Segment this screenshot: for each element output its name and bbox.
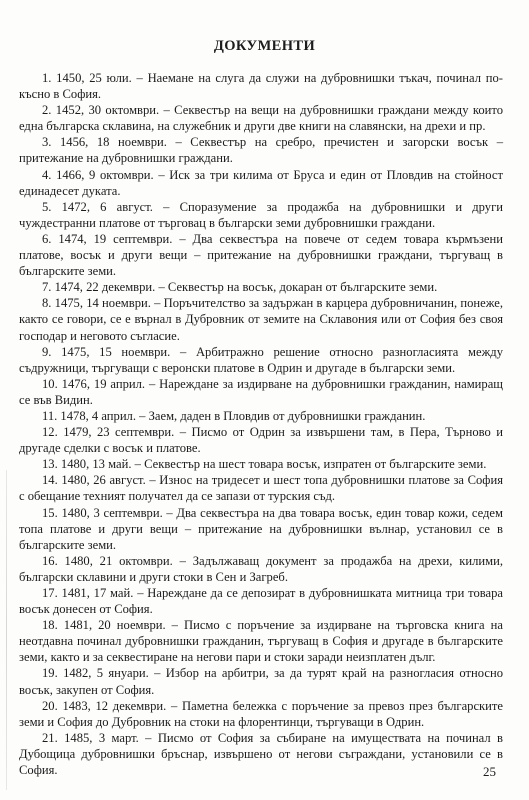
document-entry: 10. 1476, 19 април. – Нареждане за издирване на дубровнишки гражданин, намиращ се във Видин.: [19, 376, 503, 407]
document-entry: 16. 1480, 21 октомври. – Задължаващ документ за продажба на дрехи, килими, български склавини и други стоки в Сен и Загреб.: [19, 553, 503, 584]
document-entry: 17. 1481, 17 май. – Нареждане да се депозират в дубровнишката митница три товара восък донесен от София.: [19, 586, 503, 617]
page-title: ДОКУМЕНТИ: [213, 38, 316, 54]
scan-margin-line: [6, 470, 7, 790]
document-list: [19, 70, 503, 778]
document-entry: 4. 1466, 9 октомври. – Иск за три килима от Бруса и един от Пловдив на стойност единадесет дуката.: [19, 167, 503, 198]
document-entry: 3. 1456, 18 ноември. – Секвестър на сребро, пречистен и загорски восък – притежание на дубровнишки граждани.: [19, 135, 503, 166]
document-entry: 15. 1480, 3 септември. – Два секвестъра на два товара восък, един товар кожи, седем топа платове и други вещи – притежание на дубровнишки вълнар, установил се в българските земи.: [19, 505, 503, 552]
document-entry: 12. 1479, 23 септември. – Писмо от Одрин за извършени там, в Пера, Търново и другаде сделки с восък и платове.: [19, 425, 503, 456]
document-entry: 20. 1483, 12 декември. – Паметна бележка с поръчение за превоз през българските земи и София до Дубровник на стоки на флорентинци, търгуващи в Одрин.: [19, 698, 503, 729]
document-entry: 1. 1450, 25 юли. – Наемане на слуга да служи на дубровнишки тъкач, починал по-късно в София.: [19, 71, 503, 102]
document-entry: 9. 1475, 15 ноември. – Арбитражно решение относно разногласията между съдружници, търгуващи с веронски платове в Одрин и другаде в български земи.: [19, 344, 503, 375]
document-entry: 19. 1482, 5 януари. – Избор на арбитри, за да турят край на разногласия относно восък, закупен от София.: [19, 666, 503, 697]
page-number: 25: [483, 764, 496, 779]
document-entry: 18. 1481, 20 ноември. – Писмо с поръчение за издирване на търговска книга на неотдавна починал дубровнишки гражданин, търгуващ в София и другаде в българските земи, както и за секвестиране на негови пари и стоки заради неизплатен дълг.: [19, 618, 503, 665]
document-entry: 5. 1472, 6 август. – Споразумение за продажба на дубровнишки и други чуждестранни платове от търговац в български земи дубровнишки граждани.: [19, 199, 503, 230]
document-entry: 14. 1480, 26 август. – Износ на тридесет и шест топа дубровнишки платове за София с обещание техният получател да се запази от турския съд.: [19, 473, 503, 504]
document-entry: 11. 1478, 4 април. – Заем, даден в Пловдив от дубровнишки гражданин.: [42, 408, 426, 423]
document-entry: 7. 1474, 22 декември. – Секвестър на восък, докаран от българските земи.: [42, 280, 438, 295]
document-entry: 13. 1480, 13 май. – Секвестър на шест товара восък, изпратен от българските земи.: [42, 457, 487, 472]
document-entry: 8. 1475, 14 ноември. – Поръчителство за задържан в карцера дубровничанин, понеже, както се говори, се е върнал в Дубровник от земите на Склавония или от София без своя господар и неговото съгласие.: [19, 296, 503, 343]
document-entry: 21. 1485, 3 март. – Писмо от София за събиране на имуществата на починал в Дубощица дубровнишки бръснар, извършено от негови съграждани, установили се в София.: [19, 730, 503, 778]
document-entry: 6. 1474, 19 септември. – Два секвестъра на повече от седем товара кърмъзени платове, восък и други вещи – притежание на дубровнишки граждани, търгуващ в българските земи.: [19, 231, 503, 279]
document-entry: 2. 1452, 30 октомври. – Секвестър на вещи на дубровнишки граждани между които една българска склавина, на служебник и други две книги на славянски, на дрехи и пр.: [19, 103, 503, 134]
